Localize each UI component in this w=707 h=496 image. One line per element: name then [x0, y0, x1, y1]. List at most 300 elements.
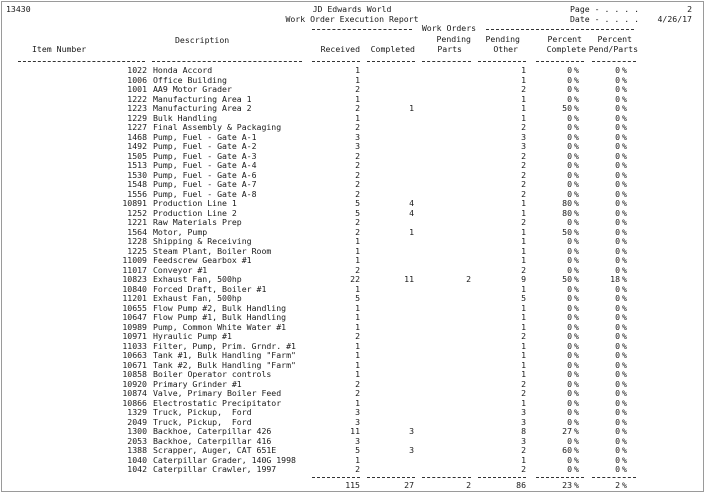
table-row — [2, 209, 702, 219]
received-count: 1 — [355, 74, 360, 85]
percent-complete: 0 — [567, 74, 572, 85]
total-line-pending-other — [478, 477, 526, 478]
received-count: 3 — [355, 131, 360, 142]
pending-other-count: 2 — [521, 378, 526, 389]
item-number: 1388 — [127, 445, 147, 455]
pending-other-count: 2 — [521, 84, 526, 94]
table-row — [2, 171, 702, 181]
item-number: 1227 — [127, 122, 147, 132]
percent-sign: % — [574, 312, 579, 322]
item-description: Bulk Handling — [153, 112, 218, 123]
percent-sign: % — [622, 464, 627, 474]
pending-other-count: 2 — [521, 122, 526, 132]
item-description: Final Assembly & Packaging — [153, 122, 282, 132]
percent-sign: % — [574, 255, 579, 265]
item-number: 11009 — [122, 255, 147, 265]
percent-pend-parts: 0 — [615, 103, 620, 113]
pending-other-count: 1 — [521, 255, 526, 265]
table-row — [2, 123, 702, 133]
percent-sign: % — [574, 293, 579, 303]
item-description: AA9 Motor Grader — [153, 84, 232, 94]
percent-complete: 0 — [567, 255, 572, 265]
pending-parts-count: 2 — [466, 274, 471, 284]
col-pending-other-2: Other — [493, 44, 518, 54]
percent-sign: % — [622, 150, 627, 161]
item-number: 1040 — [127, 454, 147, 465]
pending-other-count: 1 — [521, 65, 526, 75]
percent-sign: % — [622, 207, 627, 218]
received-count: 2 — [355, 264, 360, 275]
percent-sign: % — [622, 169, 627, 180]
percent-complete: 0 — [567, 112, 572, 123]
percent-complete: 0 — [567, 160, 572, 170]
percent-complete: 80 — [562, 198, 572, 208]
item-description: Truck, Pickup, Ford — [153, 407, 252, 417]
pending-other-count: 1 — [521, 112, 526, 123]
percent-sign: % — [574, 435, 579, 446]
percent-sign: % — [622, 188, 627, 199]
table-row — [2, 275, 702, 285]
completed-count: 1 — [409, 226, 414, 237]
percent-sign: % — [622, 93, 627, 104]
percent-pend-parts: 0 — [615, 74, 620, 85]
percent-complete: 50 — [562, 226, 572, 237]
total-percent-complete: 23 — [562, 480, 572, 490]
percent-pend-parts: 0 — [615, 150, 620, 161]
report-title: Work Order Execution Report — [285, 14, 419, 24]
col-description: Description — [175, 35, 230, 45]
table-row — [2, 228, 702, 238]
received-count: 2 — [355, 122, 360, 132]
pending-other-count: 1 — [521, 359, 526, 370]
percent-sign: % — [574, 416, 579, 427]
percent-complete: 27 — [562, 426, 572, 436]
table-row — [2, 95, 702, 105]
item-description: Shipping & Receiving — [153, 236, 252, 246]
percent-complete: 0 — [567, 331, 572, 341]
table-row — [2, 304, 702, 314]
percent-complete: 0 — [567, 65, 572, 75]
percent-sign: % — [622, 397, 627, 408]
item-description: Tank #2, Bulk Handling "Farm" — [153, 359, 296, 370]
percent-pend-parts: 0 — [615, 445, 620, 455]
percent-sign: % — [622, 103, 627, 113]
underline-pct-pend — [592, 61, 636, 62]
percent-sign: % — [622, 179, 627, 189]
item-number: 10840 — [122, 283, 147, 294]
work-orders-group-label: Work Orders — [414, 24, 484, 34]
item-number: 1530 — [127, 169, 147, 180]
item-number: 1492 — [127, 141, 147, 151]
pending-other-count: 9 — [521, 274, 526, 284]
total-line-pct-pend — [592, 477, 636, 478]
item-number: 1468 — [127, 131, 147, 142]
table-row — [2, 380, 702, 390]
percent-sign: % — [574, 274, 579, 284]
table-row — [2, 66, 702, 76]
percent-sign: % — [574, 407, 579, 417]
percent-sign: % — [622, 331, 627, 341]
item-number: 1300 — [127, 426, 147, 436]
table-row — [2, 142, 702, 152]
total-percent-sign: % — [622, 480, 627, 490]
table-row — [2, 351, 702, 361]
col-percent-complete-2: Complete — [546, 44, 586, 54]
pending-other-count: 3 — [521, 416, 526, 427]
item-number: 1548 — [127, 179, 147, 189]
pending-other-count: 2 — [521, 264, 526, 275]
percent-complete: 0 — [567, 464, 572, 474]
total-line-completed — [367, 477, 415, 478]
item-description: Manufacturing Area 2 — [153, 103, 252, 113]
item-number: 11201 — [122, 293, 147, 303]
percent-sign: % — [622, 226, 627, 237]
percent-pend-parts: 0 — [615, 407, 620, 417]
received-count: 5 — [355, 198, 360, 208]
received-count: 2 — [355, 188, 360, 199]
received-count: 1 — [355, 112, 360, 123]
item-number: 1221 — [127, 217, 147, 227]
item-description: Filter, Pump, Prim. Grndr. #1 — [153, 340, 296, 351]
pending-other-count: 1 — [521, 74, 526, 85]
percent-pend-parts: 0 — [615, 226, 620, 237]
pending-other-count: 1 — [521, 312, 526, 322]
received-count: 2 — [355, 464, 360, 474]
item-description: Pump, Fuel - Gate A-3 — [153, 150, 257, 161]
percent-pend-parts: 0 — [615, 84, 620, 94]
item-description: Pump, Fuel - Gate A-7 — [153, 179, 257, 189]
item-description: Electrostatic Precipitator — [153, 397, 282, 408]
total-line-pending-parts — [422, 477, 471, 478]
percent-sign: % — [574, 93, 579, 104]
percent-pend-parts: 0 — [615, 312, 620, 322]
item-number: 10858 — [122, 369, 147, 379]
item-description: Conveyor #1 — [153, 264, 208, 275]
percent-sign: % — [574, 169, 579, 180]
percent-sign: % — [622, 435, 627, 446]
percent-complete: 0 — [567, 245, 572, 256]
percent-pend-parts: 18 — [610, 274, 620, 284]
received-count: 1 — [355, 312, 360, 322]
pending-other-count: 2 — [521, 150, 526, 161]
percent-sign: % — [622, 65, 627, 75]
percent-pend-parts: 0 — [615, 416, 620, 427]
table-row — [2, 399, 702, 409]
percent-sign: % — [574, 464, 579, 474]
col-percent-pend-1: Percent — [597, 34, 632, 44]
percent-sign: % — [574, 179, 579, 189]
table-row — [2, 313, 702, 323]
pending-other-count: 1 — [521, 198, 526, 208]
percent-sign: % — [574, 445, 579, 455]
percent-sign: % — [622, 416, 627, 427]
percent-pend-parts: 0 — [615, 179, 620, 189]
received-count: 1 — [355, 359, 360, 370]
item-description: Office Building — [153, 74, 227, 85]
pending-other-count: 1 — [521, 369, 526, 379]
item-description: Truck, Pickup, Ford — [153, 416, 252, 427]
received-count: 1 — [355, 397, 360, 408]
underline-pending-parts — [422, 61, 471, 62]
percent-pend-parts: 0 — [615, 217, 620, 227]
percent-pend-parts: 0 — [615, 93, 620, 104]
col-item-number: Item Number — [32, 44, 87, 54]
percent-complete: 0 — [567, 217, 572, 227]
pending-other-count: 1 — [521, 103, 526, 113]
col-pending-parts-2: Parts — [437, 44, 462, 54]
percent-sign: % — [574, 217, 579, 227]
pending-other-count: 1 — [521, 340, 526, 351]
underline-item — [18, 61, 145, 62]
percent-complete: 0 — [567, 150, 572, 161]
item-description: Scrapper, Auger, CAT 651E — [153, 445, 277, 455]
received-count: 1 — [355, 340, 360, 351]
item-number: 1022 — [127, 65, 147, 75]
percent-sign: % — [574, 65, 579, 75]
percent-sign: % — [574, 388, 579, 398]
percent-sign: % — [622, 236, 627, 246]
percent-pend-parts: 0 — [615, 454, 620, 465]
item-description: Production Line 2 — [153, 207, 237, 218]
percent-sign: % — [574, 397, 579, 408]
percent-pend-parts: 0 — [615, 207, 620, 218]
percent-complete: 0 — [567, 169, 572, 180]
received-count: 1 — [355, 369, 360, 379]
percent-complete: 80 — [562, 207, 572, 218]
percent-sign: % — [574, 321, 579, 332]
item-description: Production Line 1 — [153, 198, 237, 208]
pending-other-count: 1 — [521, 226, 526, 237]
item-number: 10891 — [122, 198, 147, 208]
percent-complete: 0 — [567, 454, 572, 465]
percent-complete: 0 — [567, 378, 572, 389]
table-row — [2, 294, 702, 304]
col-pending-other-1: Pending — [485, 34, 520, 44]
percent-sign: % — [574, 198, 579, 208]
percent-sign: % — [622, 369, 627, 379]
completed-count: 11 — [404, 274, 414, 284]
pending-other-count: 1 — [521, 302, 526, 313]
item-description: Primary Grinder #1 — [153, 378, 242, 389]
pending-other-count: 1 — [521, 454, 526, 465]
underline-received — [312, 61, 360, 62]
item-number: 1229 — [127, 112, 147, 123]
underline-pct-complete — [536, 61, 584, 62]
percent-pend-parts: 0 — [615, 388, 620, 398]
percent-complete: 50 — [562, 103, 572, 113]
received-count: 2 — [355, 169, 360, 180]
item-number: 2049 — [127, 416, 147, 427]
table-row — [2, 446, 702, 456]
percent-pend-parts: 0 — [615, 464, 620, 474]
item-description: Steam Plant, Boiler Room — [153, 245, 272, 256]
item-description: Valve, Primary Boiler Feed — [153, 388, 282, 398]
pending-other-count: 1 — [521, 283, 526, 294]
received-count: 2 — [355, 103, 360, 113]
percent-pend-parts: 0 — [615, 169, 620, 180]
percent-pend-parts: 0 — [615, 302, 620, 313]
item-number: 1564 — [127, 226, 147, 237]
pending-other-count: 2 — [521, 217, 526, 227]
date-label: Date - . . . . — [570, 14, 640, 24]
received-count: 3 — [355, 407, 360, 417]
percent-sign: % — [574, 226, 579, 237]
item-number: 10663 — [122, 350, 147, 360]
percent-complete: 0 — [567, 302, 572, 313]
pending-other-count: 1 — [521, 350, 526, 360]
percent-sign: % — [622, 407, 627, 417]
percent-pend-parts: 0 — [615, 245, 620, 256]
percent-pend-parts: 0 — [615, 141, 620, 151]
table-row — [2, 370, 702, 380]
item-number: 10866 — [122, 397, 147, 408]
table-row — [2, 456, 702, 466]
col-percent-pend-2: Pend/Parts — [588, 44, 638, 54]
percent-complete: 0 — [567, 122, 572, 132]
pending-other-count: 1 — [521, 321, 526, 332]
pending-other-count: 2 — [521, 445, 526, 455]
percent-pend-parts: 0 — [615, 359, 620, 370]
pending-other-count: 3 — [521, 435, 526, 446]
percent-sign: % — [622, 445, 627, 455]
percent-pend-parts: 0 — [615, 426, 620, 436]
percent-pend-parts: 0 — [615, 264, 620, 275]
pending-other-count: 2 — [521, 464, 526, 474]
received-count: 3 — [355, 141, 360, 151]
pending-other-count: 2 — [521, 188, 526, 199]
percent-sign: % — [574, 426, 579, 436]
percent-pend-parts: 0 — [615, 198, 620, 208]
item-description: Honda Accord — [153, 65, 213, 75]
percent-sign: % — [574, 331, 579, 341]
table-row — [2, 256, 702, 266]
table-row — [2, 323, 702, 333]
report-date: 4/26/17 — [657, 14, 692, 24]
table-row — [2, 408, 702, 418]
percent-complete: 0 — [567, 388, 572, 398]
table-row — [2, 76, 702, 86]
received-count: 1 — [355, 283, 360, 294]
item-description: Pump, Fuel - Gate A-1 — [153, 131, 257, 142]
percent-sign: % — [574, 112, 579, 123]
percent-sign: % — [622, 217, 627, 227]
item-description: Flow Pump #1, Bulk Handling — [153, 312, 287, 322]
percent-pend-parts: 0 — [615, 435, 620, 446]
percent-sign: % — [622, 112, 627, 123]
col-completed: Completed — [370, 44, 415, 54]
item-number: 1006 — [127, 74, 147, 85]
percent-sign: % — [622, 426, 627, 436]
total-percent-sign: % — [574, 480, 579, 490]
item-description: Pump, Common White Water #1 — [153, 321, 287, 332]
table-row — [2, 247, 702, 257]
percent-complete: 0 — [567, 283, 572, 294]
percent-sign: % — [574, 141, 579, 151]
page-number: 2 — [687, 4, 692, 14]
item-description: Flow Pump #2, Bulk Handling — [153, 302, 287, 313]
percent-sign: % — [622, 122, 627, 132]
received-count: 2 — [355, 217, 360, 227]
percent-complete: 0 — [567, 93, 572, 104]
item-description: Backhoe, Caterpillar 426 — [153, 426, 272, 436]
pending-other-count: 2 — [521, 331, 526, 341]
percent-complete: 0 — [567, 293, 572, 303]
item-number: 10920 — [122, 378, 147, 389]
percent-sign: % — [574, 236, 579, 246]
received-count: 1 — [355, 302, 360, 313]
item-description: Exhaust Fan, 500hp — [153, 293, 242, 303]
percent-complete: 0 — [567, 321, 572, 332]
pending-other-count: 3 — [521, 407, 526, 417]
total-line-received — [312, 477, 360, 478]
percent-complete: 0 — [567, 188, 572, 199]
received-count: 1 — [355, 245, 360, 256]
received-count: 5 — [355, 445, 360, 455]
percent-pend-parts: 0 — [615, 255, 620, 265]
underline-pending-other — [478, 61, 526, 62]
percent-pend-parts: 0 — [615, 188, 620, 199]
percent-sign: % — [574, 340, 579, 351]
percent-pend-parts: 0 — [615, 378, 620, 389]
item-description: Manufacturing Area 1 — [153, 93, 252, 104]
percent-sign: % — [574, 84, 579, 94]
item-description: Pump, Fuel - Gate A-4 — [153, 160, 257, 170]
percent-sign: % — [574, 103, 579, 113]
table-row — [2, 199, 702, 209]
item-number: 11033 — [122, 340, 147, 351]
total-percent-pend: 2 — [615, 480, 620, 490]
received-count: 1 — [355, 65, 360, 75]
item-number: 1001 — [127, 84, 147, 94]
item-description: Tank #1, Bulk Handling "Farm" — [153, 350, 296, 360]
item-number: 1513 — [127, 160, 147, 170]
table-row — [2, 361, 702, 371]
pending-other-count: 1 — [521, 207, 526, 218]
table-row — [2, 332, 702, 342]
item-description: Forced Draft, Boiler #1 — [153, 283, 267, 294]
pending-other-count: 1 — [521, 245, 526, 256]
item-number: 1222 — [127, 93, 147, 104]
percent-sign: % — [574, 264, 579, 275]
item-number: 10655 — [122, 302, 147, 313]
percent-complete: 0 — [567, 369, 572, 379]
percent-sign: % — [622, 359, 627, 370]
received-count: 2 — [355, 378, 360, 389]
percent-sign: % — [622, 74, 627, 85]
table-row — [2, 465, 702, 475]
percent-pend-parts: 0 — [615, 293, 620, 303]
received-count: 1 — [355, 93, 360, 104]
percent-complete: 0 — [567, 141, 572, 151]
item-description: Hyraulic Pump #1 — [153, 331, 232, 341]
table-row — [2, 85, 702, 95]
total-received: 115 — [345, 480, 360, 490]
item-description: Caterpillar Crawler, 1997 — [153, 464, 277, 474]
percent-complete: 0 — [567, 416, 572, 427]
item-description: Pump, Fuel - Gate A-8 — [153, 188, 257, 199]
completed-count: 1 — [409, 103, 414, 113]
percent-sign: % — [622, 302, 627, 313]
item-number: 2053 — [127, 435, 147, 446]
percent-complete: 0 — [567, 264, 572, 275]
percent-sign: % — [622, 350, 627, 360]
received-count: 1 — [355, 454, 360, 465]
received-count: 3 — [355, 435, 360, 446]
item-number: 1042 — [127, 464, 147, 474]
received-count: 2 — [355, 331, 360, 341]
percent-sign: % — [574, 122, 579, 132]
percent-sign: % — [622, 293, 627, 303]
